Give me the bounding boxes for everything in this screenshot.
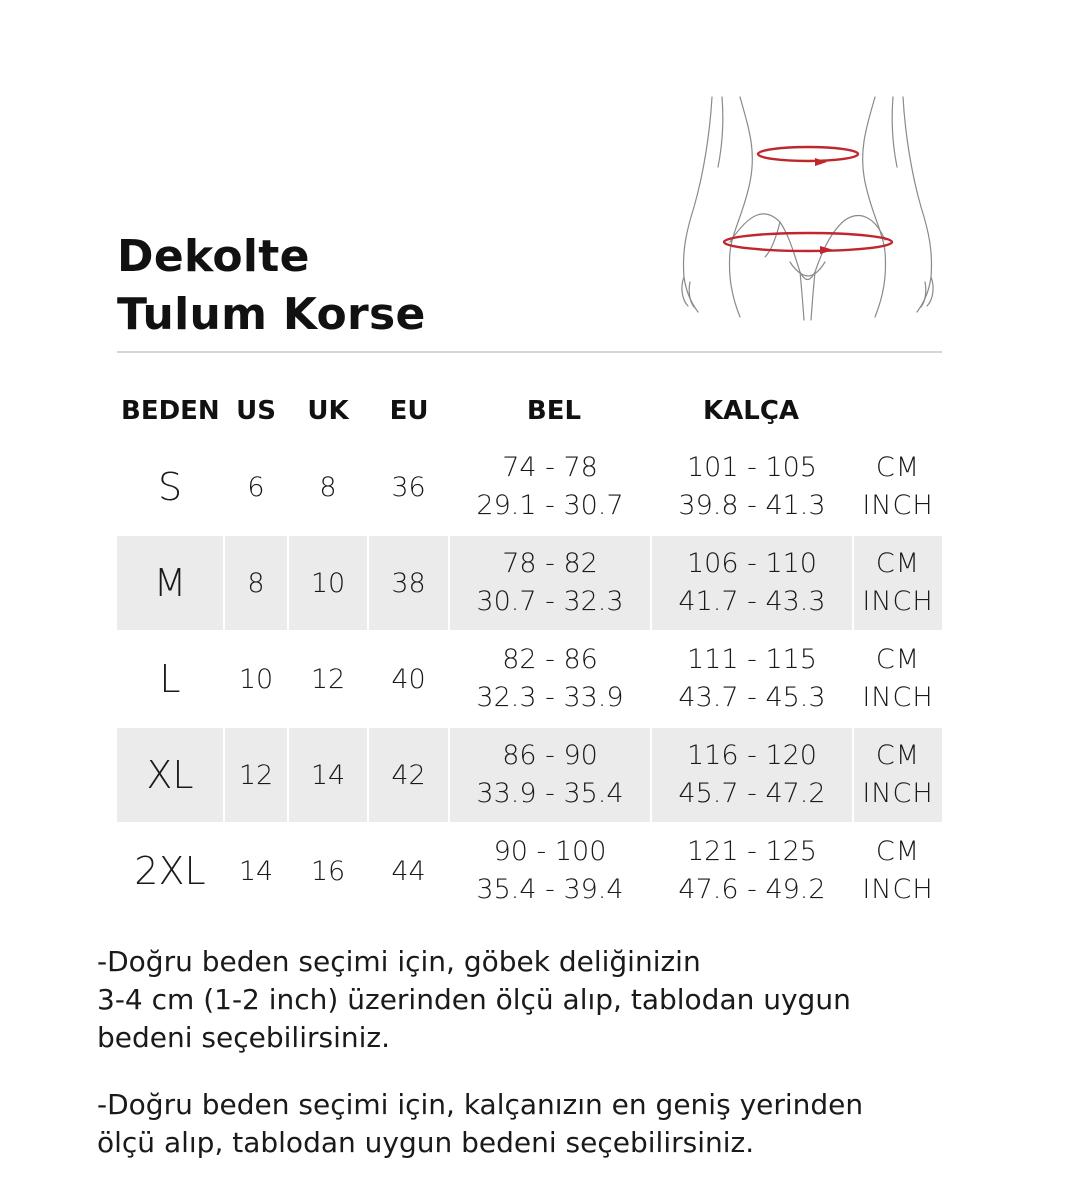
cell-bel-inch: 32.3 - 33.9 xyxy=(476,682,624,713)
header-uk: UK xyxy=(307,396,349,426)
cell-bel-cm: 78 - 82 xyxy=(502,548,598,579)
cell-uk: 16 xyxy=(310,855,346,887)
cell-eu: 40 xyxy=(391,663,426,695)
cell-unit-inch: INCH xyxy=(862,490,934,521)
cell-size: S xyxy=(157,465,183,509)
cell-unit xyxy=(854,440,942,534)
title-line-1: Dekolte xyxy=(117,231,310,282)
cell-unit xyxy=(854,728,942,822)
product-title xyxy=(117,228,426,344)
cell-unit-inch: INCH xyxy=(862,586,934,617)
cell-eu: 36 xyxy=(391,471,426,503)
cell-unit xyxy=(854,824,942,918)
cell-uk: 8 xyxy=(319,471,337,503)
cell-bel xyxy=(450,824,650,918)
cell-kalca-cm: 116 - 120 xyxy=(687,740,817,771)
cell-kalca-cm: 121 - 125 xyxy=(687,836,817,867)
cell-kalca-cm: 101 - 105 xyxy=(687,452,817,483)
cell-bel xyxy=(450,440,650,534)
cell-bel-inch: 35.4 - 39.4 xyxy=(476,874,624,905)
cell-kalca xyxy=(652,440,852,534)
cell-size: XL xyxy=(146,753,194,797)
cell-uk: 10 xyxy=(310,567,346,599)
cell-bel-cm: 86 - 90 xyxy=(502,740,598,771)
cell-bel-cm: 82 - 86 xyxy=(502,644,598,675)
cell-unit-cm: CM xyxy=(875,548,921,579)
note-waist xyxy=(97,943,997,1057)
cell-us: 8 xyxy=(247,567,265,599)
header-kalca: KALÇA xyxy=(702,396,800,426)
table-row xyxy=(117,440,942,534)
cell-bel xyxy=(450,632,650,726)
cell-unit-cm: CM xyxy=(875,644,921,675)
cell-unit-cm: CM xyxy=(875,836,921,867)
header-us: US xyxy=(236,396,276,426)
table-row xyxy=(117,728,942,822)
cell-bel-inch: 30.7 - 32.3 xyxy=(476,586,624,617)
note-line: 3-4 cm (1-2 inch) üzerinden ölçü alıp, tablodan uygun xyxy=(97,983,851,1016)
table-row xyxy=(117,536,942,630)
cell-eu: 42 xyxy=(391,759,426,791)
cell-bel-inch: 33.9 - 35.4 xyxy=(476,778,624,809)
cell-size: M xyxy=(153,561,187,605)
cell-kalca xyxy=(652,824,852,918)
cell-unit xyxy=(854,632,942,726)
cell-kalca-inch: 47.6 - 49.2 xyxy=(678,874,826,905)
cell-eu: 38 xyxy=(391,567,426,599)
cell-eu: 44 xyxy=(391,855,426,887)
cell-bel-inch: 29.1 - 30.7 xyxy=(476,490,624,521)
cell-unit-cm: CM xyxy=(875,740,921,771)
cell-us: 14 xyxy=(238,855,274,887)
header-eu: EU xyxy=(389,396,429,426)
table-header xyxy=(0,393,1065,429)
cell-size: 2XL xyxy=(134,849,206,893)
table-row xyxy=(117,632,942,726)
note-line: -Doğru beden seçimi için, göbek deliğinizin xyxy=(97,945,701,978)
cell-bel-cm: 90 - 100 xyxy=(493,836,607,867)
cell-bel-cm: 74 - 78 xyxy=(502,452,598,483)
cell-kalca-inch: 39.8 - 41.3 xyxy=(678,490,826,521)
cell-bel xyxy=(450,728,650,822)
cell-us: 10 xyxy=(238,663,274,695)
cell-kalca xyxy=(652,632,852,726)
note-hip xyxy=(97,1086,997,1162)
title-divider xyxy=(117,351,942,353)
cell-kalca-inch: 41.7 - 43.3 xyxy=(678,586,826,617)
header-bel: BEL xyxy=(526,396,582,426)
body-measurement-icon xyxy=(670,92,945,322)
header-beden: BEDEN xyxy=(121,396,220,426)
note-line: ölçü alıp, tablodan uygun bedeni seçebilirsiniz. xyxy=(97,1126,755,1159)
cell-uk: 12 xyxy=(310,663,346,695)
note-line: bedeni seçebilirsiniz. xyxy=(97,1021,390,1054)
cell-size: L xyxy=(159,657,181,701)
cell-kalca xyxy=(652,728,852,822)
cell-kalca-cm: 106 - 110 xyxy=(687,548,817,579)
cell-unit xyxy=(854,536,942,630)
cell-kalca-inch: 43.7 - 45.3 xyxy=(678,682,826,713)
title-line-2: Tulum Korse xyxy=(117,289,426,340)
cell-kalca xyxy=(652,536,852,630)
cell-unit-inch: INCH xyxy=(862,874,934,905)
cell-kalca-inch: 45.7 - 47.2 xyxy=(678,778,826,809)
table-row xyxy=(117,824,942,918)
cell-us: 12 xyxy=(238,759,274,791)
cell-unit-cm: CM xyxy=(875,452,921,483)
cell-us: 6 xyxy=(247,471,265,503)
cell-uk: 14 xyxy=(310,759,346,791)
cell-bel xyxy=(450,536,650,630)
note-line: -Doğru beden seçimi için, kalçanızın en geniş yerinden xyxy=(97,1088,864,1121)
cell-unit-inch: INCH xyxy=(862,778,934,809)
cell-unit-inch: INCH xyxy=(862,682,934,713)
cell-kalca-cm: 111 - 115 xyxy=(687,644,817,675)
